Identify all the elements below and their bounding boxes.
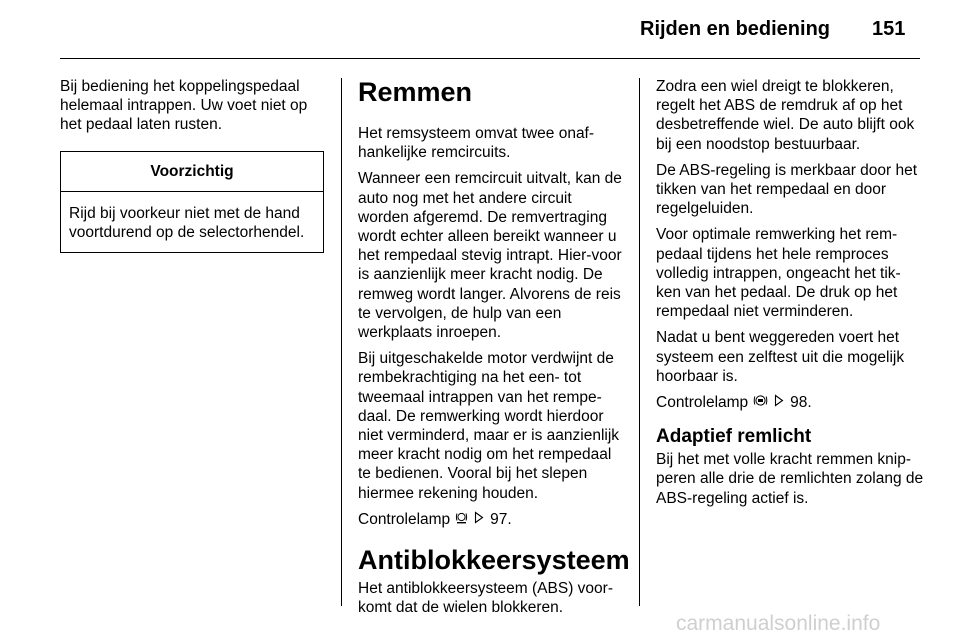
heading-adaptive-brake-light: Adaptief remlicht — [656, 426, 812, 448]
header-rule — [60, 58, 920, 59]
adaptive-brake-light-paragraph: Bij het met volle kracht remmen knip-peren alle drie de remlichten zolang de ABS-regeling actief is. — [656, 451, 924, 507]
abs-lamp-icon — [753, 393, 768, 412]
brakes-paragraph-3: Bij uitgeschakelde motor verdwijnt de rembekrachtiging na het een- tot tweemaal intrappen van het rempe-daal. De remwerking wordt hierdoor niet verminderd, maar er is aanzienlijk meer kracht nodig om het rempedaal te bedienen. Vooral bij het slepen hiermee rekening houden. — [358, 350, 620, 502]
control-lamp-page-ref: 98. — [790, 394, 812, 412]
column-middle — [358, 77, 630, 624]
page-reference-arrow-icon — [774, 393, 784, 412]
abs-paragraph-1: Zodra een wiel dreigt te blokkeren, regelt het ABS de remdruk af op het desbetreffende wiel. De auto blijft ook bij een noodstop bestuurbaar. — [656, 78, 915, 153]
heading-abs: Antiblokkeersysteem — [358, 545, 630, 576]
abs-paragraph-4: Nadat u bent weggereden voert het systeem een zelftest uit die mogelijk hoorbaar is. — [656, 329, 905, 385]
control-lamp-label: Controlelamp — [358, 510, 451, 528]
heading-brakes: Remmen — [358, 77, 473, 107]
page-header-title: Rijden en bediening — [640, 18, 831, 40]
intro-paragraph: Bij bediening het koppelingspedaal helemaal intrappen. Uw voet niet op het pedaal laten rusten. — [60, 78, 308, 134]
brakes-paragraph-2: Wanneer een remcircuit uitvalt, kan de auto nog met het andere circuit worden afgeremd. De remvertraging wordt echter alleen bereikt wanneer u het rempedaal stevig intrapt. Hier-voor is aanzienlijk meer kracht nodig. De remweg wordt langer. Alvorens de reis te vervolgen, de hulp van een werkplaats inroepen. — [358, 170, 622, 342]
column-divider-right — [639, 78, 640, 606]
column-divider-left — [341, 78, 342, 606]
brakes-control-lamp-line — [358, 510, 626, 529]
abs-paragraph-2: De ABS-regeling is merkbaar door het tikken van het rempedaal en door regelgeluiden. — [656, 161, 918, 218]
page-number: 151 — [872, 18, 906, 40]
control-lamp-page-ref: 97. — [490, 510, 512, 528]
caution-text: Rijd bij voorkeur niet met de hand voortdurend op de selectorhendel. — [69, 204, 305, 242]
watermark: carmanualsonline.info — [676, 612, 881, 635]
caution-title: Voorzichtig — [61, 152, 323, 192]
brakes-paragraph-1: Het remsysteem omvat twee onaf-hankelijke remcircuits. — [358, 125, 595, 162]
column-left — [60, 77, 326, 253]
abs-paragraph-3: Voor optimale remwerking het rem-pedaal tijdens het hele remproces volledig intrappen, ongeacht het tik-ken van het pedaal. De druk op het rempedaal niet verminderen. — [656, 226, 901, 321]
page-reference-arrow-icon — [474, 510, 484, 529]
brake-warning-lamp-icon — [455, 510, 468, 529]
abs-control-lamp-line — [656, 393, 924, 412]
caution-box — [60, 151, 324, 254]
column-right — [656, 77, 924, 515]
control-lamp-label: Controlelamp — [656, 394, 749, 412]
abs-intro-paragraph: Het antiblokkeersysteem (ABS) voor-komt dat de wielen blokkeren. — [358, 580, 613, 617]
